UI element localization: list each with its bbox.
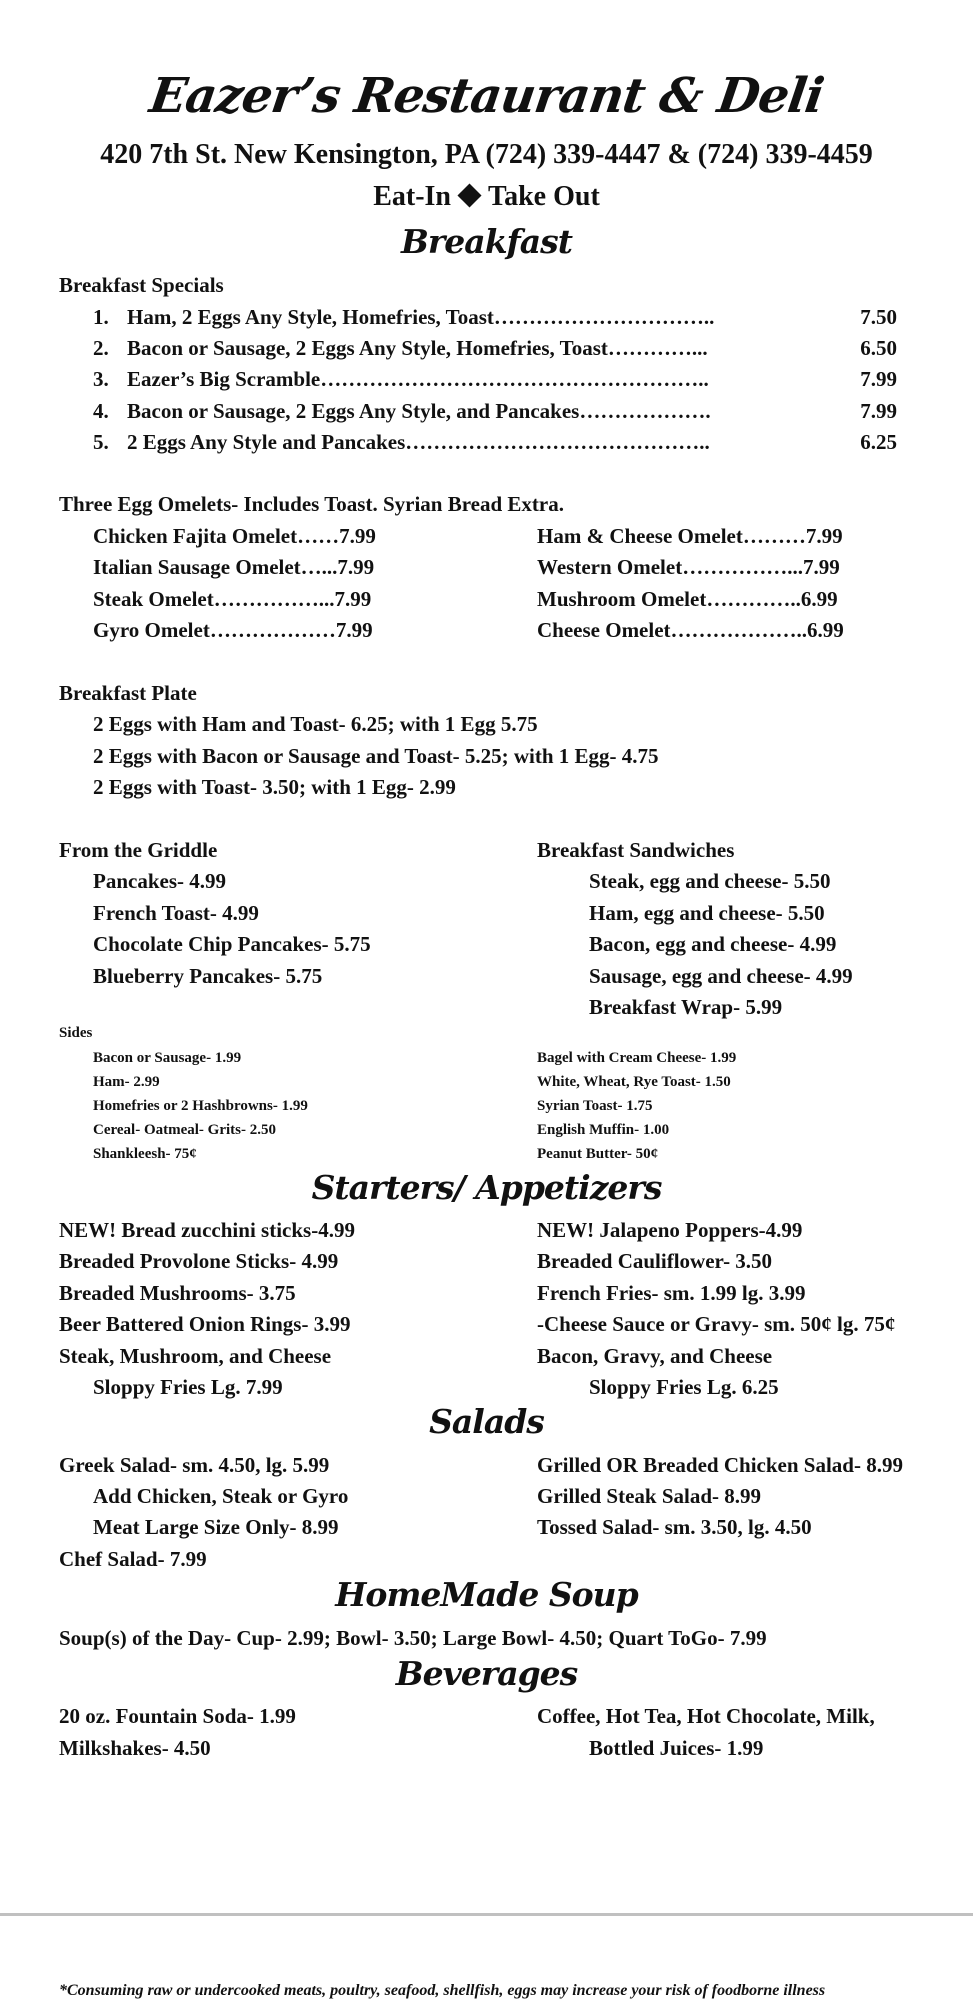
restaurant-title: Eazer’s Restaurant & Deli xyxy=(146,68,827,124)
starter-item: Breaded Mushrooms- 3.75 xyxy=(59,1281,296,1305)
salad-item: Chef Salad- 7.99 xyxy=(59,1547,207,1571)
special-item: Ham, 2 Eggs Any Style, Homefries, Toast………………………….. xyxy=(127,305,715,329)
omelet-item: Mushroom Omelet…………..6.99 xyxy=(537,587,838,611)
diamond-icon xyxy=(457,183,481,207)
side-item: Shankleesh- 75¢ xyxy=(93,1146,197,1162)
salad-item: Tossed Salad- sm. 3.50, lg. 4.50 xyxy=(537,1515,812,1539)
side-item: Ham- 2.99 xyxy=(93,1074,160,1090)
service-line xyxy=(0,181,973,213)
omelet-item: Steak Omelet……………...7.99 xyxy=(93,587,372,611)
special-price: 6.25 xyxy=(860,430,897,454)
salad-item: Grilled OR Breaded Chicken Salad- 8.99 xyxy=(537,1453,903,1477)
special-number: 4. xyxy=(93,399,109,423)
starter-item: Sloppy Fries Lg. 6.25 xyxy=(589,1375,779,1399)
griddle-item: Blueberry Pancakes- 5.75 xyxy=(93,964,323,988)
beverage-item: Bottled Juices- 1.99 xyxy=(589,1736,764,1760)
griddle-item: Chocolate Chip Pancakes- 5.75 xyxy=(93,932,371,956)
omelet-item: Chicken Fajita Omelet……7.99 xyxy=(93,524,376,548)
soup-line: Soup(s) of the Day- Cup- 2.99; Bowl- 3.50; Large Bowl- 4.50; Quart ToGo- 7.99 xyxy=(59,1626,767,1650)
starter-item: NEW! Bread zucchini sticks-4.99 xyxy=(59,1218,355,1242)
sides-heading: Sides xyxy=(59,1025,93,1041)
special-number: 2. xyxy=(93,336,109,360)
specials-heading: Breakfast Specials xyxy=(59,273,224,297)
beverage-item: Coffee, Hot Tea, Hot Chocolate, Milk, xyxy=(537,1704,875,1728)
omelet-item: Western Omelet……………...7.99 xyxy=(537,555,840,579)
starter-item: Sloppy Fries Lg. 7.99 xyxy=(93,1375,283,1399)
griddle-heading: From the Griddle xyxy=(59,838,218,862)
starters-heading: Starters/ Appetizers xyxy=(311,1168,662,1207)
starter-item: Breaded Provolone Sticks- 4.99 xyxy=(59,1249,339,1273)
sandwich-item: Breakfast Wrap- 5.99 xyxy=(589,995,783,1019)
special-item: 2 Eggs Any Style and Pancakes…………………………………….. xyxy=(127,430,710,454)
special-item: Bacon or Sausage, 2 Eggs Any Style, Homefries, Toast…………... xyxy=(127,336,708,360)
starter-item: NEW! Jalapeno Poppers-4.99 xyxy=(537,1218,803,1242)
sandwich-item: Ham, egg and cheese- 5.50 xyxy=(589,901,825,925)
address-phone: 420 7th St. New Kensington, PA (724) 339-4447 & (724) 339-4459 xyxy=(100,139,873,170)
plate-heading: Breakfast Plate xyxy=(59,681,197,705)
footer-disclaimer: *Consuming raw or undercooked meats, poultry, seafood, shellfish, eggs may increase your risk of foodborne illness xyxy=(59,1982,826,1999)
beverages-heading: Beverages xyxy=(395,1654,578,1693)
special-price: 7.50 xyxy=(860,305,897,329)
omelets-heading: Three Egg Omelets- Includes Toast. Syrian Bread Extra. xyxy=(59,492,564,516)
starter-item: Bacon, Gravy, and Cheese xyxy=(537,1344,773,1368)
griddle-item: Pancakes- 4.99 xyxy=(93,869,226,893)
side-item: Peanut Butter- 50¢ xyxy=(537,1146,659,1162)
sandwich-item: Sausage, egg and cheese- 4.99 xyxy=(589,964,853,988)
side-item: Homefries or 2 Hashbrowns- 1.99 xyxy=(93,1098,308,1114)
side-item: Syrian Toast- 1.75 xyxy=(537,1098,653,1114)
special-number: 1. xyxy=(93,305,109,329)
special-price: 6.50 xyxy=(860,336,897,360)
special-price: 7.99 xyxy=(860,367,897,391)
side-item: English Muffin- 1.00 xyxy=(537,1122,670,1138)
special-number: 5. xyxy=(93,430,109,454)
starter-item: Beer Battered Onion Rings- 3.99 xyxy=(59,1312,351,1336)
take-out-label: Take Out xyxy=(488,181,600,212)
beverage-item: 20 oz. Fountain Soda- 1.99 xyxy=(59,1704,296,1728)
side-item: White, Wheat, Rye Toast- 1.50 xyxy=(537,1074,731,1090)
salad-item: Add Chicken, Steak or Gyro xyxy=(93,1484,349,1508)
plate-item: 2 Eggs with Toast- 3.50; with 1 Egg- 2.99 xyxy=(93,775,456,799)
sandwich-item: Bacon, egg and cheese- 4.99 xyxy=(589,932,837,956)
salads-heading: Salads xyxy=(429,1402,544,1441)
soup-heading: HomeMade Soup xyxy=(335,1575,638,1614)
salad-item: Greek Salad- sm. 4.50, lg. 5.99 xyxy=(59,1453,330,1477)
omelet-item: Cheese Omelet………………..6.99 xyxy=(537,618,844,642)
side-item: Cereal- Oatmeal- Grits- 2.50 xyxy=(93,1122,276,1138)
footer-divider xyxy=(0,1913,973,1916)
plate-item: 2 Eggs with Bacon or Sausage and Toast- 5.25; with 1 Egg- 4.75 xyxy=(93,744,659,768)
omelet-item: Ham & Cheese Omelet………7.99 xyxy=(537,524,843,548)
starter-item: French Fries- sm. 1.99 lg. 3.99 xyxy=(537,1281,806,1305)
special-item: Eazer’s Big Scramble……………………………………………….. xyxy=(127,367,709,391)
eat-in-label: Eat-In xyxy=(373,181,451,212)
side-item: Bacon or Sausage- 1.99 xyxy=(93,1050,242,1066)
sandwich-item: Steak, egg and cheese- 5.50 xyxy=(589,869,831,893)
special-item: Bacon or Sausage, 2 Eggs Any Style, and Pancakes………………. xyxy=(127,399,711,423)
griddle-item: French Toast- 4.99 xyxy=(93,901,259,925)
salad-item: Grilled Steak Salad- 8.99 xyxy=(537,1484,762,1508)
omelet-item: Italian Sausage Omelet…...7.99 xyxy=(93,555,375,579)
starter-item: Steak, Mushroom, and Cheese xyxy=(59,1344,332,1368)
special-price: 7.99 xyxy=(860,399,897,423)
breakfast-heading: Breakfast xyxy=(401,222,572,261)
special-number: 3. xyxy=(93,367,109,391)
omelet-item: Gyro Omelet………………7.99 xyxy=(93,618,373,642)
starter-item: -Cheese Sauce or Gravy- sm. 50¢ lg. 75¢ xyxy=(537,1312,896,1336)
sandwiches-heading: Breakfast Sandwiches xyxy=(537,838,735,862)
starter-item: Breaded Cauliflower- 3.50 xyxy=(537,1249,773,1273)
side-item: Bagel with Cream Cheese- 1.99 xyxy=(537,1050,737,1066)
salad-item: Meat Large Size Only- 8.99 xyxy=(93,1515,339,1539)
plate-item: 2 Eggs with Ham and Toast- 6.25; with 1 Egg 5.75 xyxy=(93,712,538,736)
beverage-item: Milkshakes- 4.50 xyxy=(59,1736,211,1760)
